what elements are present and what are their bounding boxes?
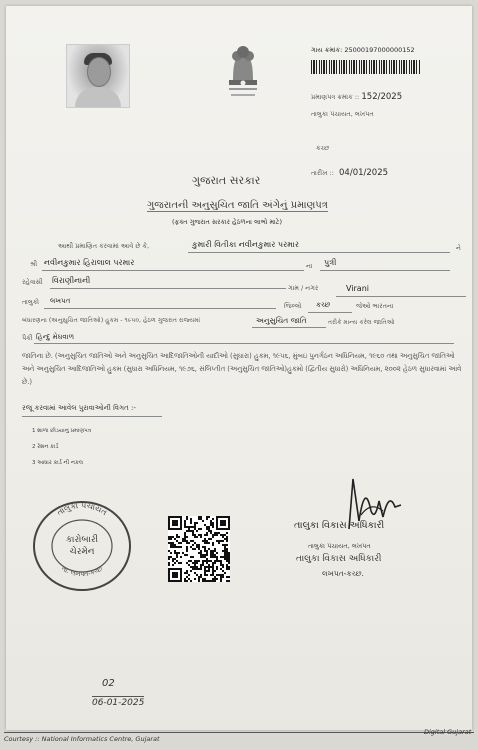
- issue-date-line: [311, 160, 388, 179]
- application-number-line: [311, 92, 402, 102]
- certificate-title: ગુજરાતની અનુસુચિત જાતિ અંગેનું પ્રમાણપત્ર: [147, 200, 328, 211]
- issue-date-label: તારીખ ::: [311, 169, 334, 177]
- residence: વિરાણીનાની: [52, 276, 91, 285]
- document-item: 1 શાળા છોડયાનુ પ્રમાણપત્ર: [32, 428, 92, 434]
- issue-date: 04/01/2025: [339, 168, 389, 178]
- village-label: ગામ / નગર: [288, 284, 319, 292]
- caste-category: અનુસુચિત જાતિ: [256, 316, 307, 325]
- national-emblem-icon: [221, 40, 265, 102]
- village: Virani: [346, 284, 370, 293]
- handwritten-date: 06-01-2025: [92, 698, 145, 708]
- seal-bottom-text: તા. લખપત-કચ્છ: [60, 564, 104, 579]
- qr-code: [168, 516, 230, 582]
- signatory-office: તાલુકા પંચાયત, લખપત: [308, 542, 371, 550]
- applicant-name: કુમારી વિતીકા નવીનકુમાર પરમાર: [192, 240, 299, 249]
- documents-heading: રજૂ કરવામાં આવેલ પુરાવાઓની વિગત :-: [22, 404, 136, 412]
- barcode: [311, 60, 421, 74]
- certify-prefix: આથી પ્રમાણિત કરવામાં આવે છે કે,: [58, 242, 150, 250]
- father-connector: ના: [306, 262, 313, 270]
- district: કચ્છ: [316, 301, 331, 309]
- application-number: 152/2025: [361, 92, 403, 102]
- state-label: જેઓ ભારતના: [356, 302, 394, 310]
- cert-number: 25000197000000152: [344, 46, 415, 54]
- certificate-sheet: [6, 6, 472, 730]
- residence-label: રહેવાસી: [22, 278, 43, 286]
- svg-text:તાલુકા પંચાયત: [55, 500, 108, 517]
- recognized-text: તરીકે માન્ય કરેલ જાતિઓ: [328, 319, 395, 326]
- issuing-office: તાલુકા પંચાયત, લખપત: [311, 110, 374, 118]
- taluka-label: તાલુકો: [22, 298, 40, 306]
- certify-suffix: ને: [456, 244, 461, 252]
- caste-prefix: પૈકી: [22, 334, 33, 342]
- application-number-label: પ્રમાણપત્ર ક્રમાંક ::: [311, 93, 360, 101]
- handwritten-number: 02: [102, 678, 115, 689]
- district-label: જિલ્લો: [284, 302, 302, 310]
- footer-brand: Digital Gujarat: [424, 728, 472, 736]
- stamp-line-2: લખપત-કચ્છ.: [322, 569, 364, 578]
- government-heading: ગુજરાત સરકાર: [192, 174, 261, 187]
- legal-paragraph: જાતિના છે. (અનુસુચિત જાતિઓ અને અનુસુચિત આદિજાતિઓની યાદીઓ (સુધારા) હુકમ, ૧૯૫૬, મુંબઇ પુનર્ગઠન અધિનિયમ, ૧૯૬૦ તથા અનુસુચિત જાતિઓ અને અનુસુચિત આદિજાતિઓ હુકમ (સુધારા અધિનિયમ, ૧૯૭૬, સંલિપ્તીત (અનુસુચિત જાતિઓ)હુકમો (દ્વિતીય સુધારો) અધિનિયમ, ૨૦૦૨ હેઠળ સુધારવામાં આવે છે.): [22, 352, 462, 386]
- svg-text:તા. લખપત-કચ્છ: [60, 564, 104, 578]
- constitution-text: બંધારણના (અનુસુચિત જાતિઓ) હુકમ - ૧૯૫૦, હેઠળ ગુજરાત રાજ્યમાં: [22, 317, 201, 324]
- document-item: 2 રેશન કાર્ડ: [32, 444, 59, 450]
- footer-courtesy: Courtesy :: National Informatics Centre, Gujarat: [4, 735, 160, 743]
- seal-center-line2: ચેરમેન: [69, 547, 95, 557]
- seal-ring-text: તાલુકા પંચાયત: [55, 500, 109, 518]
- caste: હિન્દુ મેઘવાળ: [36, 332, 75, 341]
- taluka: લખપત: [50, 297, 71, 305]
- document-item: 3 આધાર કાર્ડ ની નકલ: [32, 460, 84, 466]
- seal-center-line1: કારોબારી: [65, 535, 99, 545]
- relation: પુત્રી: [324, 258, 337, 267]
- cert-number-label: ગાય ક્રમાંક:: [311, 46, 343, 54]
- official-seal: [30, 496, 134, 592]
- stamp-line-1: તાલુકા વિકાસ અધિકારી: [296, 554, 382, 564]
- issuing-place: કચ્છ: [316, 144, 330, 152]
- father-name: નવીનકુમાર હિરાલાલ પરમાર: [44, 258, 135, 267]
- father-prefix: શ્રી: [30, 260, 38, 268]
- certificate-subtitle: (ફક્ત ગુજરાત સરકાર હેઠળના લાભો માટે): [172, 218, 282, 226]
- signatory-designation: તાલુકા વિકાસ અધિકારી: [294, 520, 385, 531]
- cert-number-line: [311, 46, 415, 55]
- applicant-photo: [66, 44, 130, 108]
- footer: [4, 728, 474, 748]
